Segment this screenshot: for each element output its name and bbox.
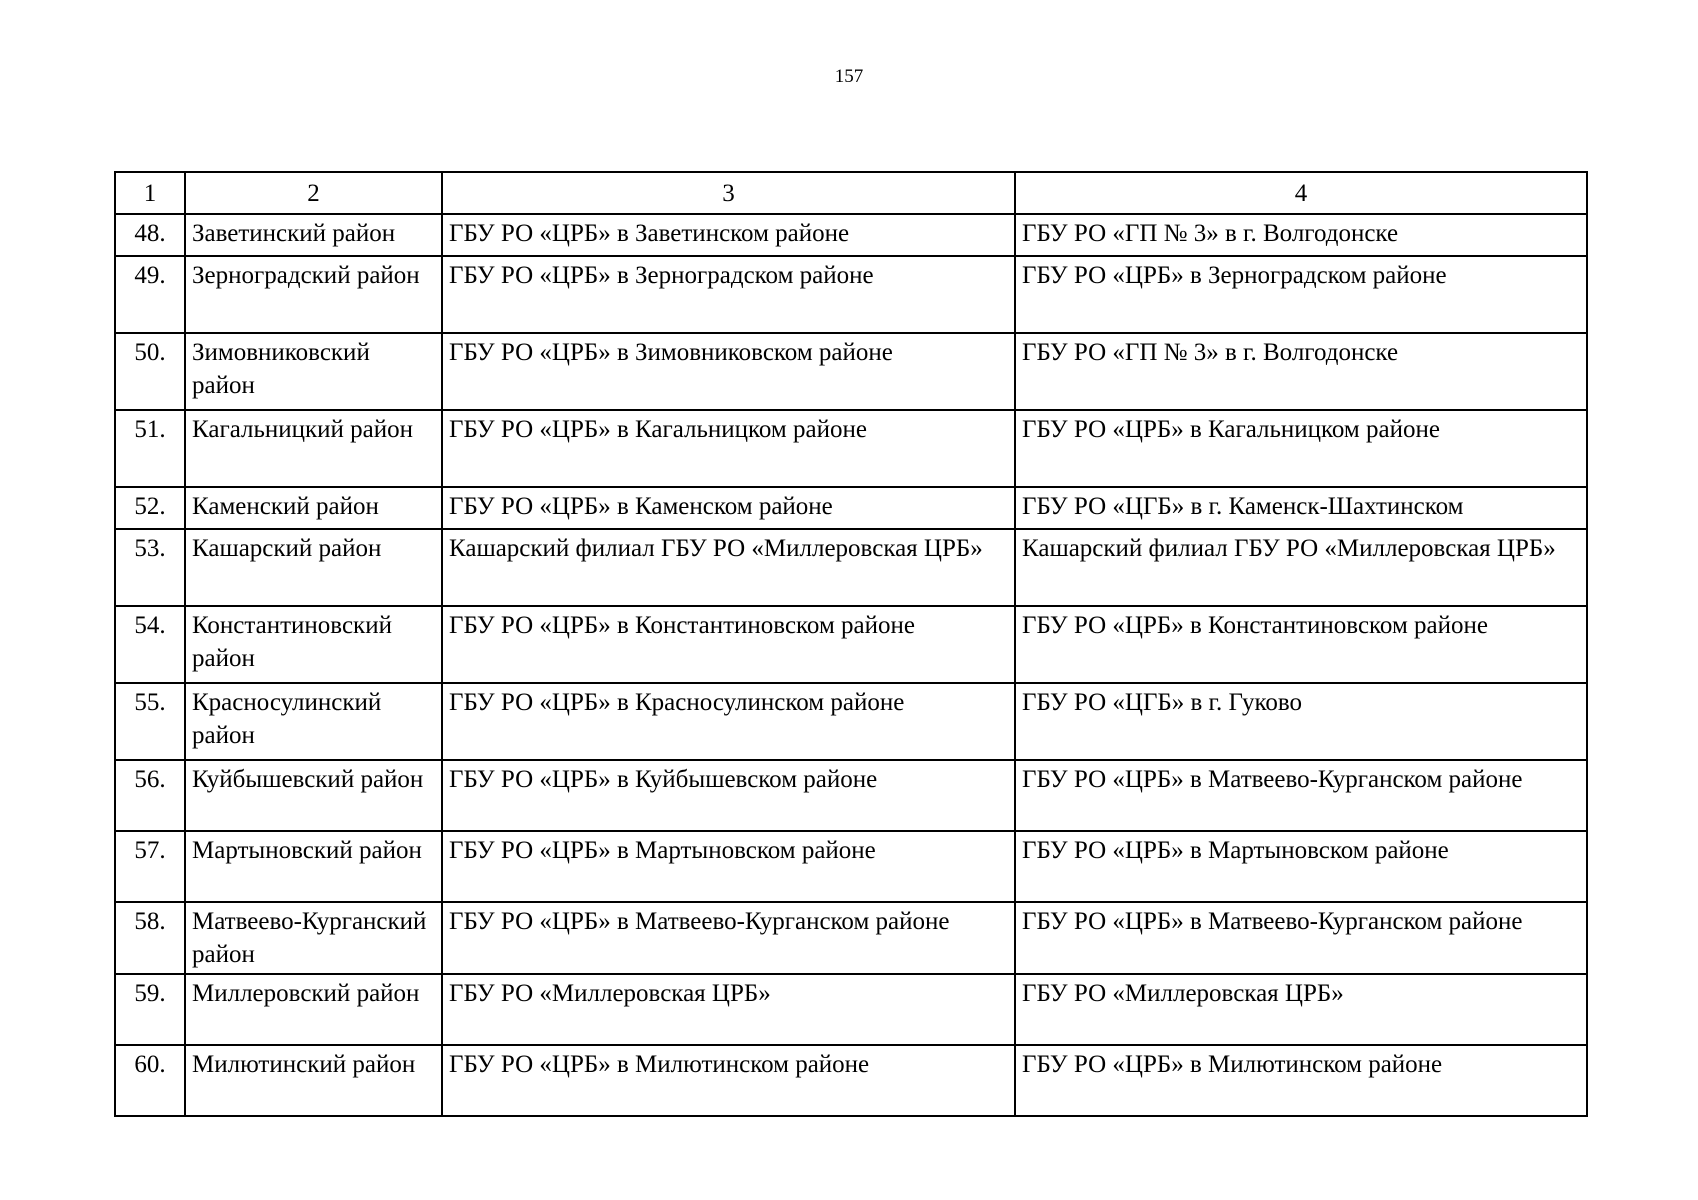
assigned-cell: ГБУ РО «ЦРБ» в Кагальницком районе: [1015, 410, 1587, 487]
institution-cell: ГБУ РО «ЦРБ» в Милютинском районе: [442, 1045, 1015, 1116]
row-number: 48.: [115, 214, 185, 256]
row-number: 56.: [115, 760, 185, 831]
table-row: [115, 974, 1587, 1045]
assigned-cell: ГБУ РО «Миллеровская ЦРБ»: [1015, 974, 1587, 1045]
header-cell: 4: [1015, 172, 1587, 214]
table-row: [115, 214, 1587, 256]
district-cell: Каменский район: [185, 487, 442, 529]
assigned-cell: ГБУ РО «ЦРБ» в Мартыновском районе: [1015, 831, 1587, 902]
table-row: [115, 760, 1587, 831]
row-number: 53.: [115, 529, 185, 606]
row-number: 58.: [115, 902, 185, 974]
table-row: [115, 902, 1587, 974]
district-cell: Куйбышевский район: [185, 760, 442, 831]
row-number: 51.: [115, 410, 185, 487]
assigned-cell: ГБУ РО «ЦРБ» в Константиновском районе: [1015, 606, 1587, 683]
district-cell: Кашарский район: [185, 529, 442, 606]
district-cell: Зимовниковский район: [185, 333, 442, 410]
assigned-cell: ГБУ РО «ЦГБ» в г. Гуково: [1015, 683, 1587, 760]
row-number: 55.: [115, 683, 185, 760]
assigned-cell: ГБУ РО «ЦРБ» в Матвеево-Курганском районе: [1015, 902, 1587, 974]
institution-cell: ГБУ РО «ЦРБ» в Куйбышевском районе: [442, 760, 1015, 831]
assigned-cell: Кашарский филиал ГБУ РО «Миллеровская ЦРБ»: [1015, 529, 1587, 606]
table-row: [115, 333, 1587, 410]
row-number: 54.: [115, 606, 185, 683]
header-cell: 2: [185, 172, 442, 214]
district-cell: Милютинский район: [185, 1045, 442, 1116]
assigned-cell: ГБУ РО «ЦРБ» в Милютинском районе: [1015, 1045, 1587, 1116]
district-cell: Константиновский район: [185, 606, 442, 683]
table-row: [115, 683, 1587, 760]
row-number: 57.: [115, 831, 185, 902]
row-number: 60.: [115, 1045, 185, 1116]
row-number: 52.: [115, 487, 185, 529]
institution-cell: ГБУ РО «ЦРБ» в Красносулинском районе: [442, 683, 1015, 760]
assigned-cell: ГБУ РО «ГП № 3» в г. Волгодонске: [1015, 214, 1587, 256]
institution-cell: ГБУ РО «ЦРБ» в Мартыновском районе: [442, 831, 1015, 902]
district-cell: Миллеровский район: [185, 974, 442, 1045]
table-row: [115, 831, 1587, 902]
assigned-cell: ГБУ РО «ЦРБ» в Матвеево-Курганском районе: [1015, 760, 1587, 831]
institution-cell: ГБУ РО «ЦРБ» в Каменском районе: [442, 487, 1015, 529]
institutions-table: [114, 171, 1588, 1117]
row-number: 59.: [115, 974, 185, 1045]
table-row: [115, 606, 1587, 683]
institution-cell: ГБУ РО «ЦРБ» в Матвеево-Курганском районе: [442, 902, 1015, 974]
institution-cell: ГБУ РО «ЦРБ» в Зерноградском районе: [442, 256, 1015, 333]
district-cell: Зерноградский район: [185, 256, 442, 333]
institution-cell: ГБУ РО «ЦРБ» в Константиновском районе: [442, 606, 1015, 683]
table-row: [115, 256, 1587, 333]
table-header-row: [115, 172, 1587, 214]
district-cell: Кагальницкий район: [185, 410, 442, 487]
table-row: [115, 529, 1587, 606]
district-cell: Матвеево-Курганский район: [185, 902, 442, 974]
header-cell: 3: [442, 172, 1015, 214]
institution-cell: ГБУ РО «Миллеровская ЦРБ»: [442, 974, 1015, 1045]
assigned-cell: ГБУ РО «ЦРБ» в Зерноградском районе: [1015, 256, 1587, 333]
assigned-cell: ГБУ РО «ЦГБ» в г. Каменск-Шахтинском: [1015, 487, 1587, 529]
assigned-cell: ГБУ РО «ГП № 3» в г. Волгодонске: [1015, 333, 1587, 410]
district-cell: Мартыновский район: [185, 831, 442, 902]
table-row: [115, 487, 1587, 529]
institution-cell: ГБУ РО «ЦРБ» в Кагальницком районе: [442, 410, 1015, 487]
district-cell: Заветинский район: [185, 214, 442, 256]
district-cell: Красносулинский район: [185, 683, 442, 760]
row-number: 49.: [115, 256, 185, 333]
table-row: [115, 1045, 1587, 1116]
page-number: 157: [834, 66, 864, 87]
institution-cell: ГБУ РО «ЦРБ» в Зимовниковском районе: [442, 333, 1015, 410]
row-number: 50.: [115, 333, 185, 410]
table-row: [115, 410, 1587, 487]
institution-cell: ГБУ РО «ЦРБ» в Заветинском районе: [442, 214, 1015, 256]
header-cell: 1: [115, 172, 185, 214]
institution-cell: Кашарский филиал ГБУ РО «Миллеровская ЦРБ»: [442, 529, 1015, 606]
